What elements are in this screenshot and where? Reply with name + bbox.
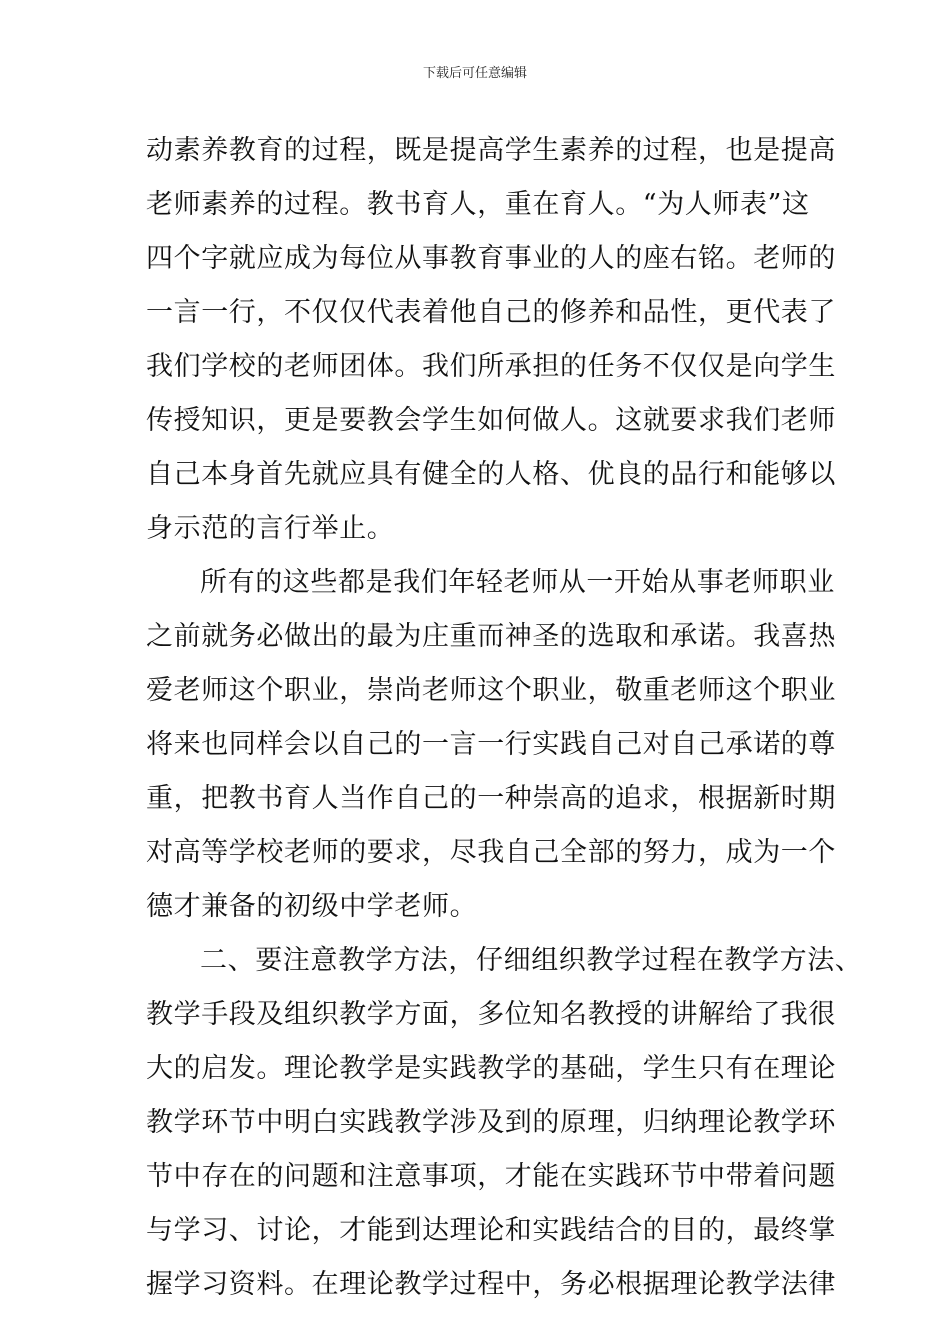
text-line: 与学习、讨论，才能到达理论和实践结合的目的，最终掌 [146, 1215, 836, 1246]
text-line: 教学环节中明白实践教学涉及到的原理，归纳理论教学环 [146, 1107, 836, 1138]
text-line: 爱老师这个职业，崇尚老师这个职业，敬重老师这个职业 [146, 675, 836, 706]
text-line: 握学习资料。在理论教学过程中，务必根据理论教学法律 [146, 1269, 836, 1300]
text-line: 一言一行，不仅仅代表着他自己的修养和品性，更代表了 [146, 297, 836, 328]
document-body [146, 124, 863, 1312]
text-line: 重，把教书育人当作自己的一种崇高的追求，根据新时期 [146, 783, 836, 814]
paragraph-first-line: 二、要注意教学方法，仔细组织教学过程在教学方法、 [200, 945, 863, 976]
text-line: 对高等学校老师的要求，尽我自己全部的努力，成为一个 [146, 837, 836, 868]
text-line: 我们学校的老师团体。我们所承担的任务不仅仅是向学生 [146, 351, 836, 382]
text-line: 自己本身首先就应具有健全的人格、优良的品行和能够以 [146, 459, 836, 490]
text-line: 节中存在的问题和注意事项，才能在实践环节中带着问题 [146, 1161, 836, 1192]
text-line: 四个字就应成为每位从事教育事业的人的座右铭。老师的 [146, 243, 836, 274]
text-line: 之前就务必做出的最为庄重而神圣的选取和承诺。我喜热 [146, 621, 836, 652]
text-line: 大的启发。理论教学是实践教学的基础，学生只有在理论 [146, 1053, 836, 1084]
text-line: 老师素养的过程。教书育人，重在育人。“为人师表”这 [146, 189, 810, 220]
text-line: 教学手段及组织教学方面，多位知名教授的讲解给了我很 [146, 999, 836, 1030]
text-line: 德才兼备的初级中学老师。 [146, 891, 478, 922]
text-line: 传授知识，更是要教会学生如何做人。这就要求我们老师 [146, 405, 836, 436]
text-line: 动素养教育的过程，既是提高学生素养的过程，也是提高 [146, 135, 836, 166]
page-header: 下载后可任意编辑 [422, 66, 527, 81]
text-line: 将来也同样会以自己的一言一行实践自己对自己承诺的尊 [146, 729, 836, 760]
text-line: 身示范的言行举止。 [146, 513, 395, 544]
paragraph-first-line: 所有的这些都是我们年轻老师从一开始从事老师职业 [200, 567, 835, 598]
